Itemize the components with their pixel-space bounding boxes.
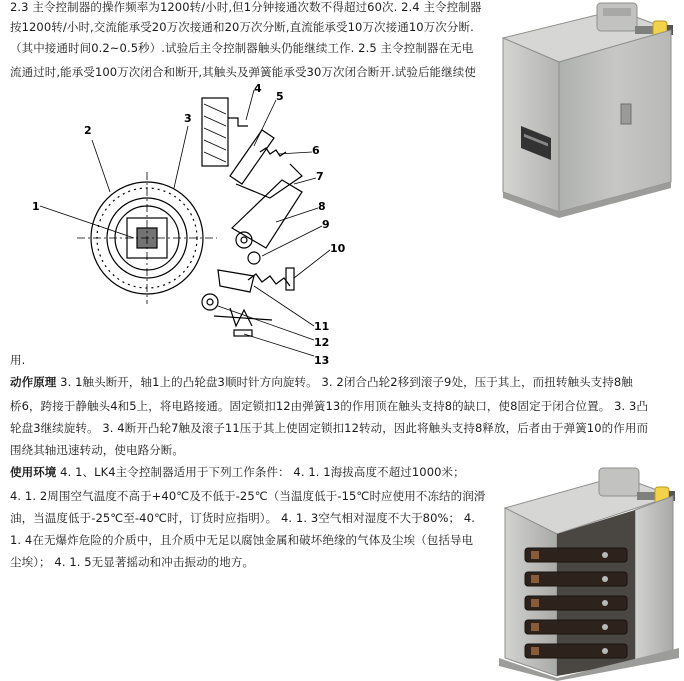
environment-line-5: 尘埃）； 4. 1. 5无显著摇动和冲击振动的地方。: [10, 555, 255, 569]
diagram-label-2: 2: [84, 124, 92, 137]
diagram-label-6: 6: [312, 144, 320, 157]
spec-line-5: 用.: [10, 353, 26, 367]
spec-line-3: （其中接通时间0.2~0.5秒）.试验后主令控制器触头仍能继续工作. 2.5 主令控制器在无电: [10, 41, 474, 55]
diagram-label-10: 10: [330, 242, 346, 255]
diagram-label-1: 1: [32, 200, 40, 213]
diagram-label-8: 8: [318, 200, 326, 213]
action-principle-text-1: 3. 1触头断开，轴1上的凸轮盘3顺时针方向旋转。 3. 2闭合凸轮2移到滚子9处，压于其上，而扭转触头支持8触: [56, 375, 633, 389]
diagram-label-5: 5: [276, 90, 284, 103]
controller-open-photo: [495, 462, 684, 681]
controller-closed-photo: [495, 0, 684, 222]
environment-line-4: 1. 4在无爆炸危险的介质中，且介质中无足以腐蚀金属和破坏绝缘的气体及尘埃（包括导电: [10, 533, 474, 547]
action-principle-line-2: 桥6，跨接于静触头4和5上，将电路接通。固定锁扣12由弹簧13的作用顶在触头支持8的缺口，使8固定于闭合位置。 3. 3凸: [10, 399, 649, 413]
environment-line-2: 4. 1. 2周围空气温度不高于+40℃及不低于-25℃（当温度低于-15℃时应使用不冻结的润滑: [10, 489, 486, 503]
spec-line-4: 流通过时,能承受100万次闭合和断开,其触头及弹簧能承受30万次闭合断开.试验后能继续使: [10, 65, 476, 79]
mechanism-diagram: [22, 80, 362, 370]
environment-line-1: [10, 462, 465, 482]
diagram-label-11: 11: [314, 320, 330, 333]
environment-text-1: 4. 1、LK4主令控制器适用于下列工作条件： 4. 1. 1海拔高度不超过1000米；: [56, 465, 465, 479]
diagram-label-7: 7: [316, 170, 324, 183]
diagram-label-12: 12: [314, 336, 330, 349]
spec-line-2: 按1200转/小时,交流能承受20万次接通和20万次分断,直流能承受10万次接通10万次分断.: [10, 20, 474, 34]
diagram-label-9: 9: [322, 218, 330, 231]
spec-line-1: 2.3 主令控制器的操作频率为1200转/小时,但1分钟接通次数不得超过60次. 2.4 主令控制器: [10, 0, 482, 14]
action-principle-line-3: 轮盘3继续旋转。 3. 4断开凸轮7触及滚子11压于其上使固定锁扣12转动，因此将触头支持8释放，后者由于弹簧10的作用而: [10, 421, 649, 435]
action-principle-line-4: 围绕其轴迅速转动，使电路分断。: [10, 443, 184, 457]
diagram-label-13: 13: [314, 354, 330, 367]
environment-heading: 使用环境: [10, 465, 57, 479]
diagram-label-4: 4: [254, 82, 262, 95]
action-principle-line-1: [10, 372, 633, 392]
diagram-label-3: 3: [184, 112, 192, 125]
action-principle-heading: 动作原理: [10, 375, 57, 389]
environment-line-3: 油，当温度低于-25℃至-40℃时，订货时应指明）。 4. 1. 3空气相对湿度不大于80%； 4.: [10, 511, 476, 525]
